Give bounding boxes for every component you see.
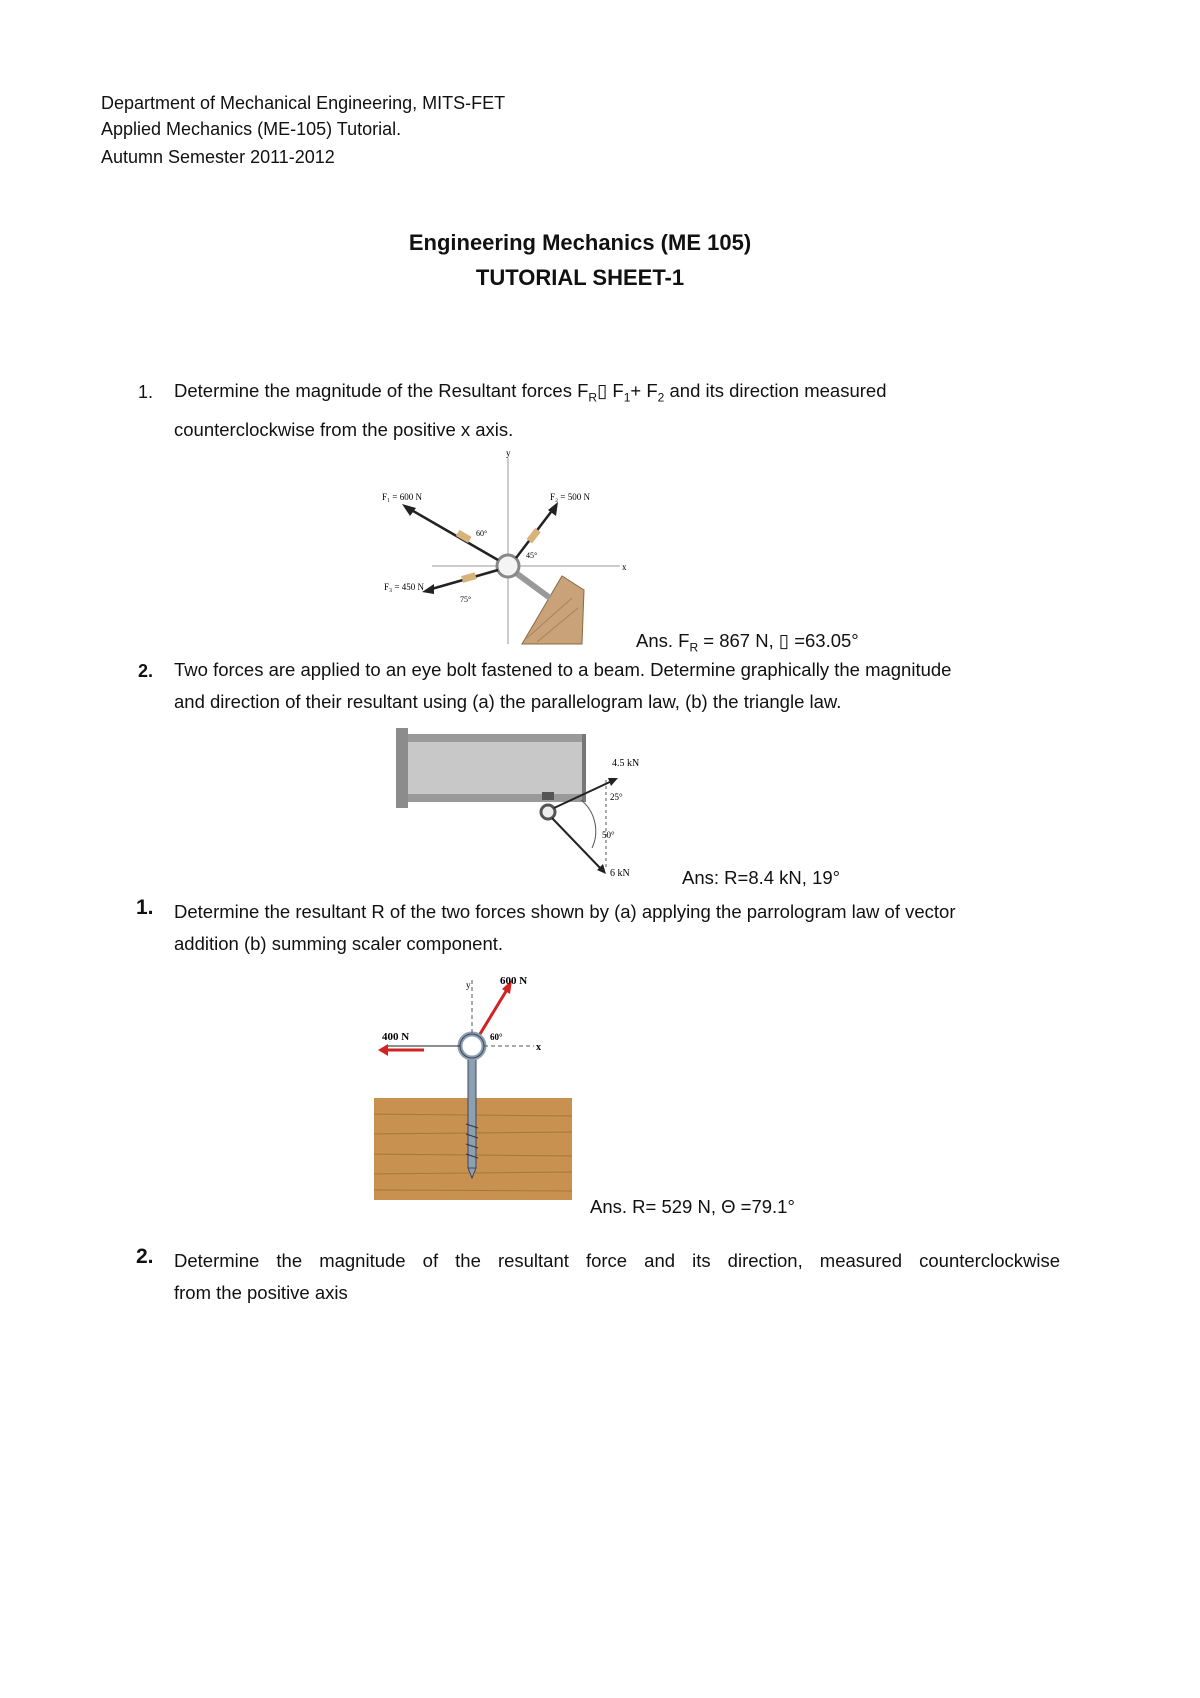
figure-1-angle-45: 45° xyxy=(526,551,538,560)
figure-2-angle-25: 25° xyxy=(610,792,623,802)
question-3-answer: Ans. R= 529 N, Θ =79.1° xyxy=(590,1196,795,1217)
page-title: Engineering Mechanics (ME 105) xyxy=(408,230,752,255)
figure-2-beam-diagram xyxy=(396,720,656,880)
header-department: Department of Mechanical Engineering, MITS-FET xyxy=(101,93,506,113)
figure-1-axis-y: y xyxy=(506,448,511,458)
figure-2-force-6: 6 kN xyxy=(610,868,630,879)
figure-1-f1-label: F₁ = 600 N xyxy=(382,492,422,502)
figure-1-angle-75: 75° xyxy=(460,595,472,604)
header-semester: Autumn Semester 2011-2012 xyxy=(101,147,335,167)
question-1-number: 1. xyxy=(138,382,154,402)
figure-3-force-400: 400 N xyxy=(382,1031,410,1043)
figure-1-axis-x: x xyxy=(622,562,627,572)
question-4-number: 2. xyxy=(136,1245,154,1268)
figure-3-eye-bolt xyxy=(372,974,582,1206)
figure-1-f3-label: F₃ = 450 N xyxy=(384,582,424,592)
figure-2-force-4-5: 4.5 kN xyxy=(612,758,640,769)
question-1-line2: counterclockwise from the positive x axis. xyxy=(174,418,514,440)
question-4-line1: Determine the magnitude of the resultant force and its direction, measured counterclockwise xyxy=(174,1250,1060,1271)
figure-1-angle-60: 60° xyxy=(476,529,488,538)
question-2-text xyxy=(174,654,1074,718)
page-subtitle: TUTORIAL SHEET-1 xyxy=(475,265,685,290)
question-3-text xyxy=(174,896,1074,960)
question-2-line2: and direction of their resultant using (a) the parallelogram law, (b) the triangle law. xyxy=(174,691,842,712)
question-1-text xyxy=(174,375,1074,446)
question-1-answer: Ans. $F_R = 867$ N, ▯ =63.05° xyxy=(636,630,859,655)
question-4-text xyxy=(174,1245,1060,1309)
figure-3-angle-60: 60° xyxy=(490,1032,503,1042)
question-3-line2: addition (b) summing scaler component. xyxy=(174,933,504,954)
question-1-line1: Determine the magnitude of the Resultant forces $F_R▯$ $F_1+ F_2$ and its direction measured xyxy=(174,380,887,405)
question-4-line2: from the positive axis xyxy=(174,1282,348,1303)
figure-3-force-600: 600 N xyxy=(500,975,528,987)
question-2-number: 2. xyxy=(138,661,154,681)
figure-3-axis-y: y xyxy=(466,980,471,990)
figure-3-axis-x: x xyxy=(536,1042,541,1053)
header-course: Applied Mechanics (ME-105) Tutorial. xyxy=(101,119,402,139)
question-2-line1: Two forces are applied to an eye bolt fastened to a beam. Determine graphically the magnitude xyxy=(174,659,952,680)
question-2-answer: Ans: R=8.4 kN, 19° xyxy=(682,867,841,888)
question-3-number: 1. xyxy=(136,896,154,919)
question-3-line1: Determine the resultant R of the two forces shown by (a) applying the parrologram law of vector xyxy=(174,901,956,922)
figure-2-angle-50: 50° xyxy=(602,830,615,840)
figure-1-f2-label: F₂ = 500 N xyxy=(550,492,590,502)
figure-1-force-diagram xyxy=(372,448,642,648)
